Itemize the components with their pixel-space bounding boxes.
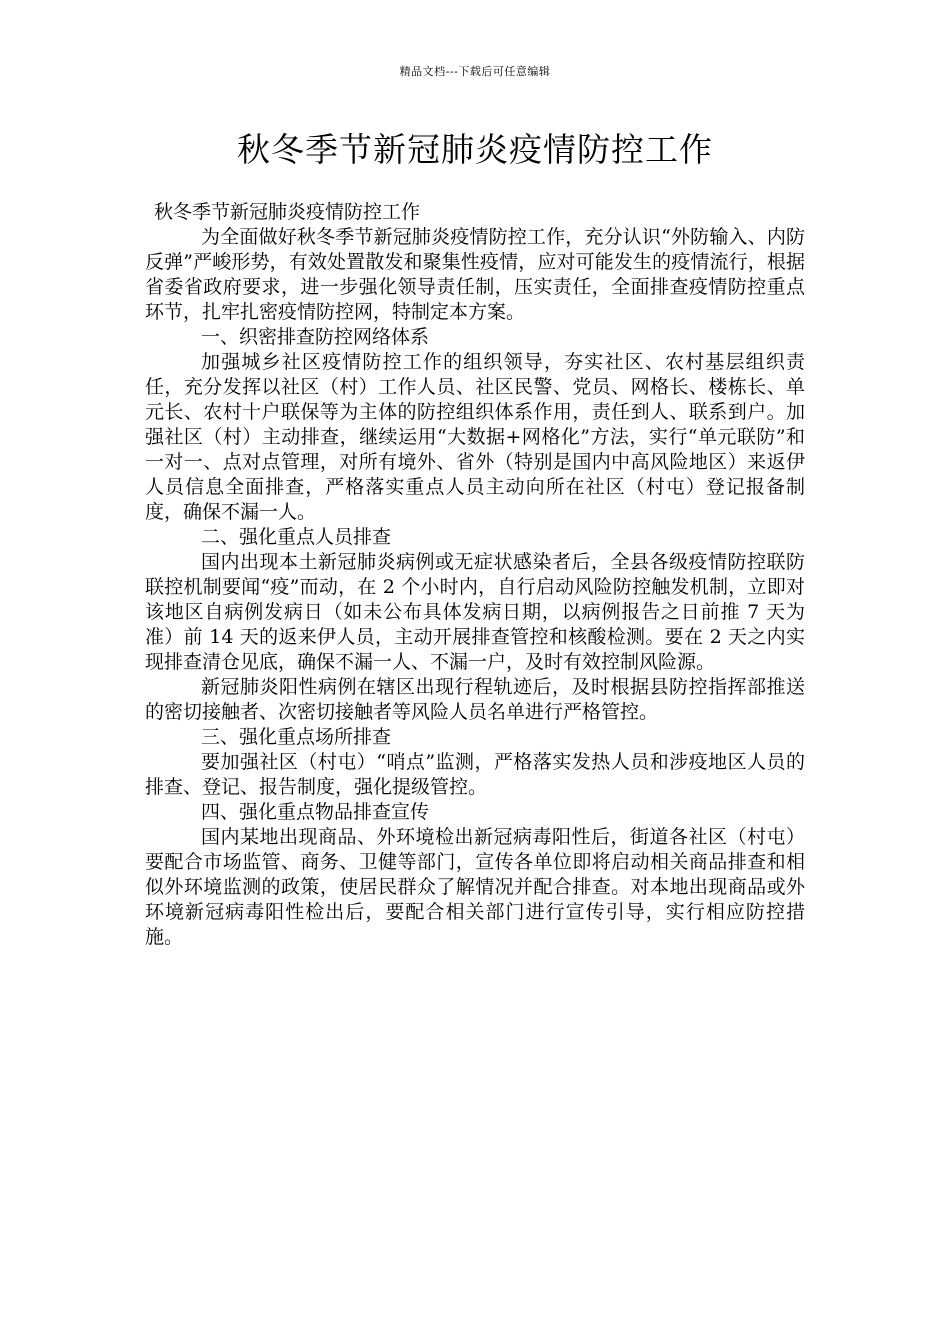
document-body [145,200,805,950]
section-heading-3: 三、强化重点场所排查 [201,726,392,748]
header-note: 精品文档---下载后可任意编辑 [399,65,551,78]
intro-paragraph: 为全面做好秋冬季节新冠肺炎疫情防控工作，充分认识“外防输入、内防反弹”严峻形势，有效处置散发和聚集性疫情，应对可能发生的疫情流行，根据省委省政府要求，进一步强化领导责任制，压实责任，全面排查疫情防控重点环节，扎牢扎密疫情防控网，特制定本方案。 [145,226,805,323]
section-2-paragraph-2: 新冠肺炎阳性病例在辖区出现行程轨迹后，及时根据县防控指挥部推送的密切接触者、次密切接触者等风险人员名单进行严格管控。 [145,676,805,723]
section-2-paragraph-1: 国内出现本土新冠肺炎病例或无症状感染者后，全县各级疫情防控联防联控机制要闻“疫”而动，在 2 个小时内，自行启动风险防控触发机制，立即对该地区自病例发病日（如未公布具体发病日期，以病例报告之日前推 7 天为准）前 14 天的返来伊人员，主动开展排查管控和核酸检测。要在 2 天之内实现排查清仓见底，确保不漏一人、不漏一户，及时有效控制风险源。 [145,551,805,673]
section-heading-2: 二、强化重点人员排查 [201,526,392,548]
section-heading-1: 一、织密排查防控网络体系 [201,326,430,348]
section-4-paragraph-1: 国内某地出现商品、外环境检出新冠病毒阳性后，街道各社区（村屯）要配合市场监管、商务、卫健等部门，宣传各单位即将启动相关商品排查和相似外环境监测的政策，使居民群众了解情况并配合排查。对本地出现商品或外环境新冠病毒阳性检出后，要配合相关部门进行宣传引导，实行相应防控措施。 [145,826,805,948]
section-3-paragraph-1: 要加强社区（村屯）“哨点”监测，严格落实发热人员和涉疫地区人员的排查、登记、报告制度，强化提级管控。 [145,751,805,798]
document-subtitle: 秋冬季节新冠肺炎疫情防控工作 [154,201,421,223]
section-1-paragraph-1: 加强城乡社区疫情防控工作的组织领导，夯实社区、农村基层组织责任，充分发挥以社区（村）工作人员、社区民警、党员、网格长、楼栋长、单元长、农村十户联保等为主体的防控组织体系作用，责任到人、联系到户。加强社区（村）主动排查，继续运用“大数据+网格化”方法，实行“单元联防”和一对一、点对点管理，对所有境外、省外（特别是国内中高风险地区）来返伊人员信息全面排查，严格落实重点人员主动向所在社区（村屯）登记报备制度，确保不漏一人。 [145,351,805,523]
section-heading-4: 四、强化重点物品排查宣传 [201,801,430,823]
document-title: 秋冬季节新冠肺炎疫情防控工作 [237,130,713,169]
